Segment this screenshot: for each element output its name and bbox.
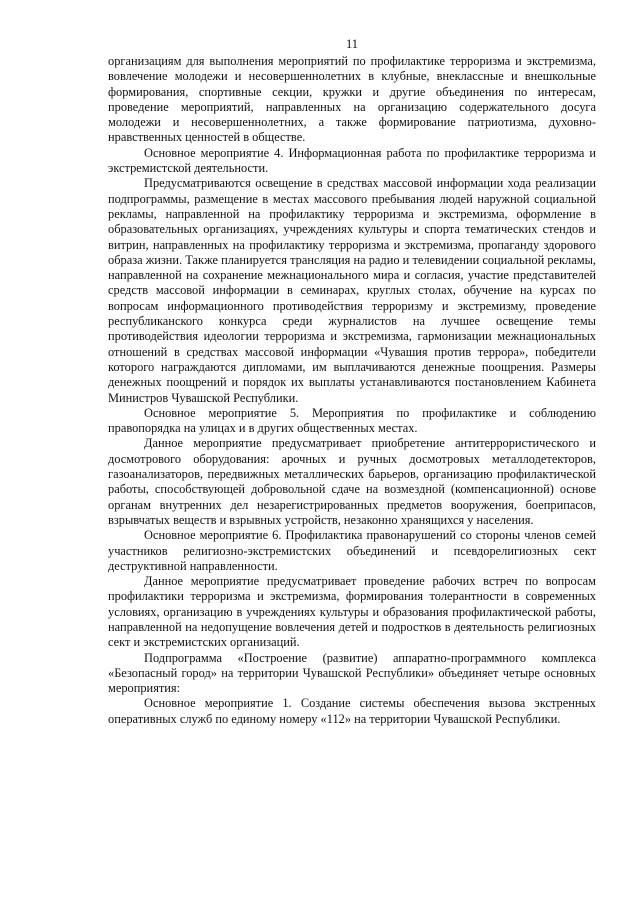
paragraph-activity-6-details: Данное мероприятие предусматривает проведение рабочих встреч по вопросам профилактики терроризма и экстремизма, формирования толерантности в современных условиях, организацию в учреждениях культуры и образования профилактической работы, направленной на недопущение вовлечения детей и подростков в деятельность религиозных сект и экстремистских организаций. xyxy=(108,574,596,650)
paragraph-activity-4-details: Предусматриваются освещение в средствах массовой информации хода реализации подпрограммы, размещение в местах массового пребывания людей наружной социальной рекламы, направленной на профилактику терроризма и экстремизма, оформление в образовательных организациях, учреждениях культуры и спорта тематических стендов и витрин, направленных на профилактику терроризма и экстремизма, пропаганду здорового образа жизни. Также планируется трансляция на радио и телевидении социальной рекламы, направленной на сохранение межнационального мира и согласия, участие представителей средств массовой информации в семинарах, круглых столах, обучение на курсах по вопросам информационного противодействия терроризму и экстремизму, проведение республиканского конкурса среди журналистов на лучшее освещение темы противодействия идеологии терроризма и экстремизма, гармонизации межнациональных отношений в средствах массовой информации «Чувашия против террора», победители которого награждаются дипломами, им выплачиваются денежные поощрения. Размеры денежных поощрений и порядок их выплаты устанавливаются постановлением Кабинета Министров Чувашской Республики. xyxy=(108,176,596,405)
paragraph-subprogram-activity-1: Основное мероприятие 1. Создание системы обеспечения вызова экстренных оперативных служб по единому номеру «112» на территории Чувашской Республики. xyxy=(108,696,596,726)
paragraph-main-activity-6: Основное мероприятие 6. Профилактика правонарушений со стороны членов семей участников религиозно-экстремистских объединений и псевдорелигиозных сект деструктивной направленности. xyxy=(108,528,596,573)
paragraph-main-activity-5: Основное мероприятие 5. Мероприятия по профилактике и соблюдению правопорядка на улицах и в других общественных местах. xyxy=(108,405,596,436)
page-number: 11 xyxy=(345,37,359,51)
document-page xyxy=(108,36,596,727)
paragraph-continuation: организациям для выполнения мероприятий по профилактике терроризма и экстремизма, вовлечение молодежи и несовершеннолетних в клубные, внеклассные и внешкольные формирования, спортивные секции, кружки и другие объединения по интересам, проведение мероприятий, направленных на организацию содержательного досуга молодежи и несовершеннолетних, а также формирование патриотизма, духовно-нравственных ценностей в обществе. xyxy=(108,54,596,145)
paragraph-activity-5-details: Данное мероприятие предусматривает приобретение антитеррористического и досмотрового оборудования: арочных и ручных досмотровых металлодетекторов, газоанализаторов, передвижных металлических барьеров, организацию профилактической работы, способствующей добровольной сдаче на возмездной (компенсационной) основе органам внутренних дел незарегистрированных предметов вооружения, боеприпасов, взрывчатых веществ и взрывных устройств, незаконно хранящихся у населения. xyxy=(108,436,596,527)
paragraph-main-activity-4: Основное мероприятие 4. Информационная работа по профилактике терроризма и экстремистской деятельности. xyxy=(108,145,596,176)
paragraph-subprogram-safe-city: Подпрограмма «Построение (развитие) аппаратно-программного комплекса «Безопасный город» на территории Чувашской Республики» объединяет четыре основных мероприятия: xyxy=(108,650,596,696)
